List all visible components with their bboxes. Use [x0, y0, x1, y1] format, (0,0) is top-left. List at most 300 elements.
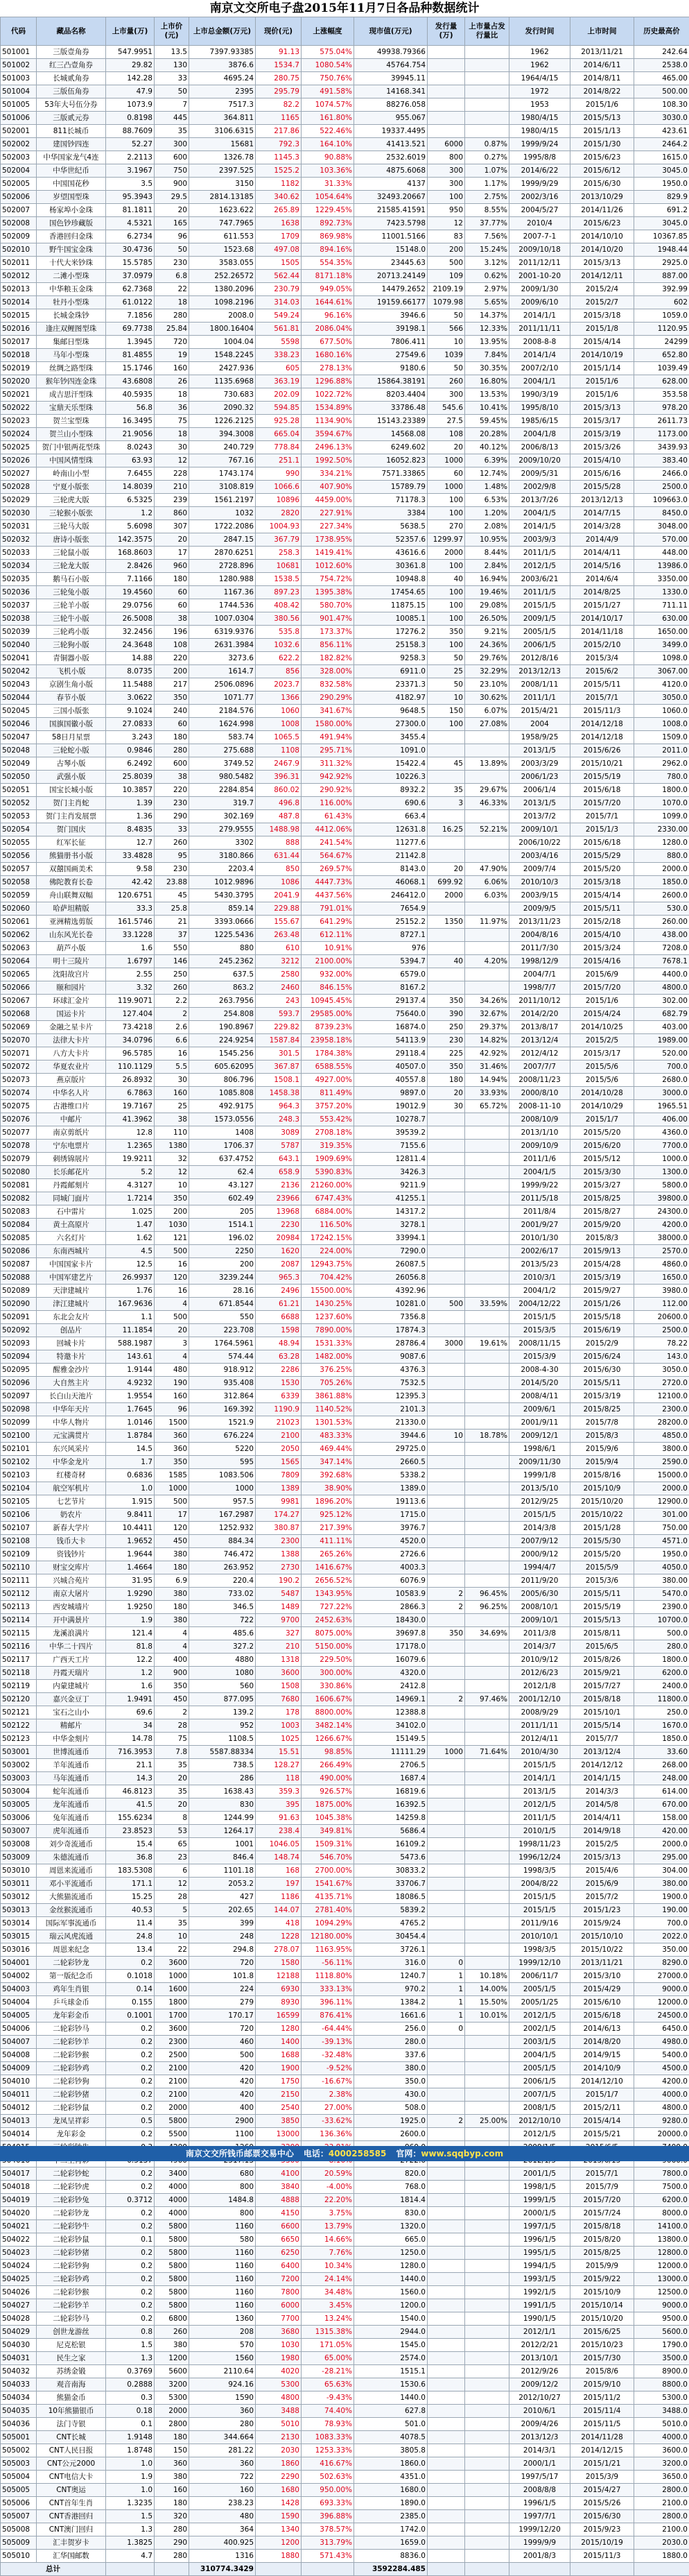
cell-listing-ratio [465, 968, 509, 981]
cell-listing-date: 2015/7/24 [570, 2207, 634, 2220]
cell-listing-qty: 1.62 [106, 1232, 155, 1245]
cell-market-value: 15143.23389 [354, 415, 428, 428]
cell-market-value: 33706.7 [354, 1878, 428, 1891]
cell-gain: 8075.00% [302, 1627, 354, 1640]
cell-listing-date: 2015/5/11 [570, 1588, 634, 1601]
cell-listing-ratio: 59.45% [465, 415, 509, 428]
cell-listing-price: 4 [155, 1298, 189, 1311]
cell-listing-ratio [465, 72, 509, 85]
cell-gain: 1875.00% [302, 1798, 354, 1812]
cell-listing-qty: 1.6797 [106, 955, 155, 968]
cell-issue-date: 2012/1/8 [509, 1680, 570, 1693]
cell-listing-amount: 560 [189, 1680, 256, 1693]
cell-listing-price: 960 [155, 560, 189, 573]
cell-current-price: 118 [256, 1772, 302, 1785]
cell-high-price: 33.60 [634, 1746, 689, 1759]
cell-listing-ratio [465, 2378, 509, 2392]
cell-listing-ratio: 1.20% [465, 507, 509, 520]
cell-high-price: 7208.0 [634, 942, 689, 955]
cell-listing-amount: 420 [189, 2075, 256, 2088]
cell-listing-date: 2013/12/4 [570, 1746, 634, 1759]
cell-code: 502099 [1, 1416, 37, 1429]
cell-listing-price: 1800 [155, 1996, 189, 2009]
cell-name: 中华粮玉金珠 [37, 283, 106, 296]
cell-current-price: 5010 [256, 2418, 302, 2431]
cell-gain: 575.04% [302, 46, 354, 59]
cell-listing-ratio: 32.29% [465, 665, 509, 678]
cell-name: 二轮彩钞蛇 [37, 2167, 106, 2181]
cell-listing-price: 4000 [155, 2181, 189, 2194]
cell-listing-amount: 1160 [189, 2247, 256, 2260]
cell-code: 502120 [1, 1693, 37, 1706]
cell-high-price: 12100.0 [634, 1390, 689, 1403]
cell-listing-qty: 8.4835 [106, 823, 155, 836]
cell-issue-qty: 390 [428, 1008, 465, 1021]
cell-issue-date: 2013/1/5 [509, 1785, 570, 1798]
cell-code: 502058 [1, 876, 37, 889]
cell-market-value: 10226.3 [354, 771, 428, 784]
cell-listing-ratio [465, 2233, 509, 2247]
cell-high-price: 4800.0 [634, 2102, 689, 2115]
cell-code: 504034 [1, 2392, 37, 2405]
cell-listing-ratio: 14.82% [465, 1034, 509, 1047]
cell-listing-ratio: 2.08% [465, 520, 509, 533]
cell-listing-qty: 1.3825 [106, 2536, 155, 2550]
cell-listing-date: 2015/4/14 [570, 2115, 634, 2128]
cell-issue-date: 2011/1/5 [509, 1812, 570, 1825]
cell-listing-qty: 0.9846 [106, 744, 155, 757]
cell-high-price: 1008.0 [634, 718, 689, 731]
cell-issue-date: 2011/1/6 [509, 1153, 570, 1166]
table-row [1, 1074, 689, 1087]
cell-market-value: 34102.0 [354, 1719, 428, 1733]
cell-listing-amount: 364 [189, 2523, 256, 2536]
cell-name: 二轮彩钞羊 [37, 2036, 106, 2049]
cell-listing-price: 860 [155, 507, 189, 520]
cell-name: 佛陀教育长卷 [37, 876, 106, 889]
cell-code: 502060 [1, 902, 37, 916]
cell-listing-date: 2015/4/27 [570, 2484, 634, 2497]
cell-listing-ratio: 96.45% [465, 1588, 509, 1601]
cell-listing-price: 2800 [155, 2418, 189, 2431]
cell-market-value: 10948.8 [354, 573, 428, 586]
cell-current-price: 3212 [256, 955, 302, 968]
cell-issue-qty [428, 125, 465, 138]
cell-high-price: 380.00 [634, 1574, 689, 1588]
cell-listing-price: 6.8 [155, 270, 189, 283]
cell-listing-qty: 0.155 [106, 1996, 155, 2009]
cell-market-value: 4376.3 [354, 1364, 428, 1377]
cell-listing-amount: 208 [189, 2326, 256, 2339]
cell-issue-date: 2012/2/21 [509, 2339, 570, 2352]
cell-listing-date: 2015/5/20 [570, 863, 634, 876]
cell-listing-date: 2015/9/9 [570, 2260, 634, 2273]
cell-gain: 1909.69% [302, 1153, 354, 1166]
table-row [1, 1798, 689, 1812]
cell-listing-price: 240 [155, 705, 189, 718]
cell-current-price: 860.02 [256, 784, 302, 797]
cell-gain: 3.45% [302, 2299, 354, 2312]
cell-listing-qty: 0.8 [106, 2326, 155, 2339]
table-row [1, 995, 689, 1008]
table-row [1, 1271, 689, 1285]
table-row [1, 388, 689, 402]
cell-issue-date: 2010/10/3 [509, 876, 570, 889]
cell-listing-amount: 28.16 [189, 1285, 256, 1298]
table-row [1, 323, 689, 336]
cell-current-price: 2496 [256, 1285, 302, 1298]
cell-issue-date: 1999/1/5 [509, 2194, 570, 2207]
cell-listing-date: 2014/11/28 [570, 2431, 634, 2444]
cell-issue-date: 2010/4 [509, 217, 570, 230]
cell-issue-date: 2008/8/8 [509, 2484, 570, 2497]
cell-listing-qty: 1.6 [106, 942, 155, 955]
column-header: 上涨幅度 [302, 17, 354, 46]
cell-listing-amount: 1800.16404 [189, 323, 256, 336]
cell-current-price: 778.84 [256, 441, 302, 454]
cell-name: 环球汇金片 [37, 995, 106, 1008]
cell-listing-date: 2015/7/2 [570, 1891, 634, 1904]
cell-listing-amount: 863.2 [189, 981, 256, 995]
cell-code: 502033 [1, 547, 37, 560]
cell-current-price: 363.19 [256, 375, 302, 388]
cell-issue-qty [428, 929, 465, 942]
cell-market-value: 8167.2 [354, 981, 428, 995]
cell-listing-date: 2014/12/18 [570, 731, 634, 744]
cell-listing-qty: 1.3945 [106, 336, 155, 349]
cell-listing-qty: 10.3857 [106, 784, 155, 797]
cell-market-value: 16819.6 [354, 1785, 428, 1798]
table-row [1, 2378, 689, 2392]
cell-listing-qty: 81.1811 [106, 204, 155, 217]
cell-current-price: 965.3 [256, 1271, 302, 1285]
cell-listing-qty: 69.6 [106, 1706, 155, 1719]
cell-high-price: 2390.0 [634, 1601, 689, 1614]
cell-listing-amount: 1167.36 [189, 586, 256, 599]
cell-listing-price: 35 [155, 1785, 189, 1798]
table-row [1, 2457, 689, 2471]
cell-listing-date: 2015/8/3 [570, 1429, 634, 1443]
cell-high-price: 24300.0 [634, 1205, 689, 1219]
table-row [1, 1245, 689, 1258]
cell-gain: 378.57% [302, 2523, 354, 2536]
cell-listing-price: 146 [155, 955, 189, 968]
cell-listing-date: 2015/6/23 [570, 217, 634, 230]
cell-listing-amount: 1523.68 [189, 243, 256, 257]
cell-listing-ratio [465, 1654, 509, 1667]
cell-name: 三轮龙大版 [37, 560, 106, 573]
cell-gain: 677.50% [302, 336, 354, 349]
cell-issue-date: 2010/6/1 [509, 2405, 570, 2418]
cell-listing-qty: 1.7214 [106, 1192, 155, 1205]
cell-listing-date: 2015/7/1 [570, 692, 634, 705]
cell-current-price: 6688 [256, 1311, 302, 1324]
cell-market-value: 21585.41591 [354, 204, 428, 217]
table-row [1, 1930, 689, 1943]
cell-listing-qty: 1.9290 [106, 1588, 155, 1601]
cell-listing-price: 360 [155, 1429, 189, 1443]
cell-listing-date: 2015/9/24 [570, 1917, 634, 1930]
cell-listing-qty: 0.2888 [106, 2378, 155, 2392]
cell-gain: 98.85% [302, 1746, 354, 1759]
cell-listing-date: 2015/5/20 [570, 1126, 634, 1140]
cell-name: 红楼奇材 [37, 1469, 106, 1482]
cell-high-price: 5400.0 [634, 2049, 689, 2062]
cell-listing-price: 2 [155, 1008, 189, 1021]
cell-listing-ratio: 0.87% [465, 138, 509, 151]
table-row [1, 1140, 689, 1153]
cell-name: 汇丰贺岁卡 [37, 2536, 106, 2550]
cell-listing-date: 2015/1/6 [570, 375, 634, 388]
table-row [1, 929, 689, 942]
cell-listing-amount: 1521.9 [189, 1416, 256, 1429]
cell-issue-date: 2015/1/5 [509, 1509, 570, 1522]
cell-listing-date: 2015/8/26 [570, 1654, 634, 1667]
cell-name: 逢庄双鲤图型珠 [37, 323, 106, 336]
cell-listing-qty: 33.3 [106, 902, 155, 916]
cell-gain: 942.92% [302, 771, 354, 784]
cell-gain: 300.00% [302, 1667, 354, 1680]
cell-listing-date: 2015/8/16 [570, 1469, 634, 1482]
cell-current-price: 496.8 [256, 797, 302, 810]
cell-listing-amount: 1135.6968 [189, 375, 256, 388]
cell-current-price: 897.23 [256, 586, 302, 599]
cell-listing-price: 16 [155, 1258, 189, 1271]
cell-listing-date: 2015/7/7 [570, 1733, 634, 1746]
cell-listing-price: 6800 [155, 2312, 189, 2326]
cell-gain: 407.90% [302, 481, 354, 494]
table-row [1, 678, 689, 692]
cell-high-price: 1670.0 [634, 1719, 689, 1733]
cell-name: 二轮彩钞鸡 [37, 2062, 106, 2075]
cell-listing-price: 900 [155, 1667, 189, 1680]
cell-gain: 1992.50% [302, 454, 354, 467]
cell-listing-qty: 0.8198 [106, 112, 155, 125]
cell-market-value: 3805.8 [354, 2444, 428, 2457]
table-row [1, 586, 689, 599]
table-row [1, 270, 689, 283]
cell-market-value: 7290.0 [354, 1245, 428, 1258]
cell-issue-date: 2010/4/30 [509, 1746, 570, 1759]
cell-name: 中华名人片 [37, 1087, 106, 1100]
cell-gain: 396.88% [302, 2510, 354, 2523]
table-row [1, 1429, 689, 1443]
cell-issue-qty: 12 [428, 217, 465, 230]
cell-code: 502061 [1, 916, 37, 929]
cell-listing-date: 2015/6/2 [570, 665, 634, 678]
cell-high-price: 8000.0 [634, 2207, 689, 2220]
cell-name: 龙年流通币 [37, 1798, 106, 1812]
cell-listing-date: 2015/1/6 [570, 98, 634, 112]
cell-listing-ratio [465, 942, 509, 955]
cell-listing-qty: 14.5 [106, 1443, 155, 1456]
cell-listing-price: 1000 [155, 1970, 189, 1983]
cell-gain: 3.75% [302, 2207, 354, 2220]
cell-listing-date: 2015/5/13 [570, 112, 634, 125]
cell-listing-price: 307 [155, 520, 189, 533]
cell-code: 504013 [1, 2115, 37, 2128]
cell-listing-date: 2015/6/10 [570, 1996, 634, 2009]
cell-listing-date: 2015/7/27 [570, 1680, 634, 1693]
cell-current-price: 1186 [256, 1891, 302, 1904]
cell-name: 三轮猴小版张 [37, 507, 106, 520]
cell-market-value: 280.0 [354, 2036, 428, 2049]
cell-high-price: 2330.00 [634, 823, 689, 836]
cell-name: 二轮彩钞鸡 [37, 2273, 106, 2286]
column-header: 现价(元) [256, 17, 302, 46]
cell-issue-qty: 180 [428, 1074, 465, 1087]
footer-site-link[interactable]: www.sqqbyp.com [421, 2149, 503, 2158]
cell-current-price: 1032.6 [256, 639, 302, 652]
cell-listing-ratio [465, 98, 509, 112]
cell-current-price: 2540 [256, 2102, 302, 2115]
cell-issue-qty [428, 1509, 465, 1522]
cell-issue-qty [428, 1878, 465, 1891]
cell-issue-qty [428, 850, 465, 863]
cell-market-value: 11875.15 [354, 599, 428, 612]
cell-name: 二轮彩钞猴 [37, 2049, 106, 2062]
cell-listing-amount: 884.34 [189, 1535, 256, 1548]
cell-listing-qty: 19.9211 [106, 1153, 155, 1166]
cell-code: 502088 [1, 1271, 37, 1285]
cell-high-price: 78.22 [634, 1337, 689, 1350]
cell-listing-price: 25 [155, 1100, 189, 1113]
cell-listing-date: 2014/7/15 [570, 507, 634, 520]
cell-issue-qty: 16.25 [428, 823, 465, 836]
cell-listing-amount: 2900 [189, 2115, 256, 2128]
cell-listing-ratio [465, 1878, 509, 1891]
cell-issue-date: 2009/10/9 [509, 1140, 570, 1153]
cell-listing-qty: 0.6836 [106, 1469, 155, 1482]
cell-listing-date: 2015/9/23 [570, 2523, 634, 2536]
cell-gain: 1229.45% [302, 204, 354, 217]
cell-listing-amount: 420 [189, 2062, 256, 2075]
table-row [1, 1377, 689, 1390]
cell-code: 505007 [1, 2510, 37, 2523]
cell-name: 二轮彩钞鼠 [37, 2102, 106, 2115]
table-row [1, 454, 689, 467]
cell-market-value: 4137 [354, 178, 428, 191]
cell-high-price: 27000.0 [634, 1970, 689, 1983]
cell-listing-qty: 14.88 [106, 652, 155, 665]
cell-listing-date: 2015/11/3 [570, 705, 634, 718]
table-row [1, 1416, 689, 1429]
cell-code: 502036 [1, 586, 37, 599]
table-row [1, 2365, 689, 2378]
cell-listing-amount: 1624.998 [189, 718, 256, 731]
cell-gain: 1083.33% [302, 2431, 354, 2444]
cell-listing-amount: 254.808 [189, 1008, 256, 1021]
cell-listing-qty: 1.47 [106, 1219, 155, 1232]
table-row [1, 2273, 689, 2286]
cell-listing-ratio [465, 2062, 509, 2075]
cell-issue-qty: 27.5 [428, 415, 465, 428]
cell-name: 六名灯片 [37, 1232, 106, 1245]
cell-issue-qty: 350 [428, 1061, 465, 1074]
cell-listing-amount: 279 [189, 1996, 256, 2009]
footer-org: 南京文交所钱币邮票交易中心 [186, 2146, 294, 2161]
cell-code: 504005 [1, 2009, 37, 2023]
cell-high-price: 978.20 [634, 402, 689, 415]
cell-market-value: 23445.63 [354, 257, 428, 270]
cell-listing-amount: 43.127 [189, 1179, 256, 1192]
cell-listing-amount: 957.5 [189, 1495, 256, 1509]
cell-gain: 1094.29% [302, 1917, 354, 1930]
cell-current-price: 1709 [256, 230, 302, 243]
cell-high-price: 2100.0 [634, 2497, 689, 2510]
cell-listing-ratio: 11.97% [465, 916, 509, 929]
cell-gain: 2086.04% [302, 323, 354, 336]
cell-listing-amount: 224.9254 [189, 1034, 256, 1047]
cell-listing-amount: 830 [189, 1798, 256, 1812]
cell-listing-date: 2014/11/18 [570, 626, 634, 639]
cell-issue-qty [428, 2049, 465, 2062]
table-row [1, 573, 689, 586]
cell-code: 502098 [1, 1403, 37, 1416]
cell-name: 内蒙建城片 [37, 1680, 106, 1693]
cell-listing-amount: 202.65 [189, 1904, 256, 1917]
cell-code: 503009 [1, 1851, 37, 1864]
cell-listing-amount: 846.4 [189, 1851, 256, 1864]
cell-issue-date: 2005/1/5 [509, 626, 570, 639]
cell-listing-price: 1700 [155, 2009, 189, 2023]
cell-listing-date: 2015/4/29 [570, 1983, 634, 1996]
cell-current-price: 6650 [256, 2233, 302, 2247]
cell-high-price: 2011.0 [634, 744, 689, 757]
cell-market-value: 1680.0 [354, 2484, 428, 2497]
cell-current-price: 2290 [256, 2471, 302, 2484]
cell-code: 504006 [1, 2023, 37, 2036]
cell-current-price: 1458.38 [256, 1087, 302, 1100]
cell-listing-qty: 19.4560 [106, 586, 155, 599]
cell-code: 502014 [1, 296, 37, 309]
cell-listing-ratio: 47.90% [465, 863, 509, 876]
table-row [1, 1535, 689, 1548]
cell-name: 二轮彩钞羊 [37, 2299, 106, 2312]
cell-listing-price: 150 [155, 2444, 189, 2457]
cell-issue-date: 1999/9/29 [509, 178, 570, 191]
cell-high-price: 1950.0 [634, 1548, 689, 1561]
cell-name: 瑞云风虎流通 [37, 1930, 106, 1943]
cell-listing-date: 2015/5/11 [570, 1377, 634, 1390]
cell-high-price: 20600.0 [634, 1311, 689, 1324]
cell-listing-date: 2015/3/9 [570, 2471, 634, 2484]
cell-code: 502018 [1, 349, 37, 362]
cell-market-value: 14168.341 [354, 85, 428, 98]
cell-issue-date: 2001/1/5 [509, 2167, 570, 2181]
cell-listing-qty: 1.3235 [106, 2497, 155, 2510]
cell-market-value: 19012.9 [354, 1100, 428, 1113]
cell-code: 502116 [1, 1640, 37, 1654]
cell-issue-date: 2011/1/11 [509, 1719, 570, 1733]
cell-code: 502057 [1, 863, 37, 876]
cell-issue-date: 2015/3/5 [509, 1324, 570, 1337]
cell-issue-date: 2003/6/21 [509, 573, 570, 586]
cell-market-value: 1687.4 [354, 1772, 428, 1785]
cell-listing-ratio [465, 2405, 509, 2418]
cell-market-value: 1250.0 [354, 2247, 428, 2260]
cell-high-price: 1173.00 [634, 428, 689, 441]
cell-issue-date: 1999/1/8 [509, 1469, 570, 1482]
cell-code: 502016 [1, 323, 37, 336]
cell-listing-amount: 252.26572 [189, 270, 256, 283]
cell-listing-ratio: 52.21% [465, 823, 509, 836]
cell-code: 502011 [1, 257, 37, 270]
cell-listing-price: 1500 [155, 1416, 189, 1429]
table-row [1, 889, 689, 902]
cell-listing-qty: 34.0796 [106, 1034, 155, 1047]
cell-listing-qty: 46.8123 [106, 1785, 155, 1798]
